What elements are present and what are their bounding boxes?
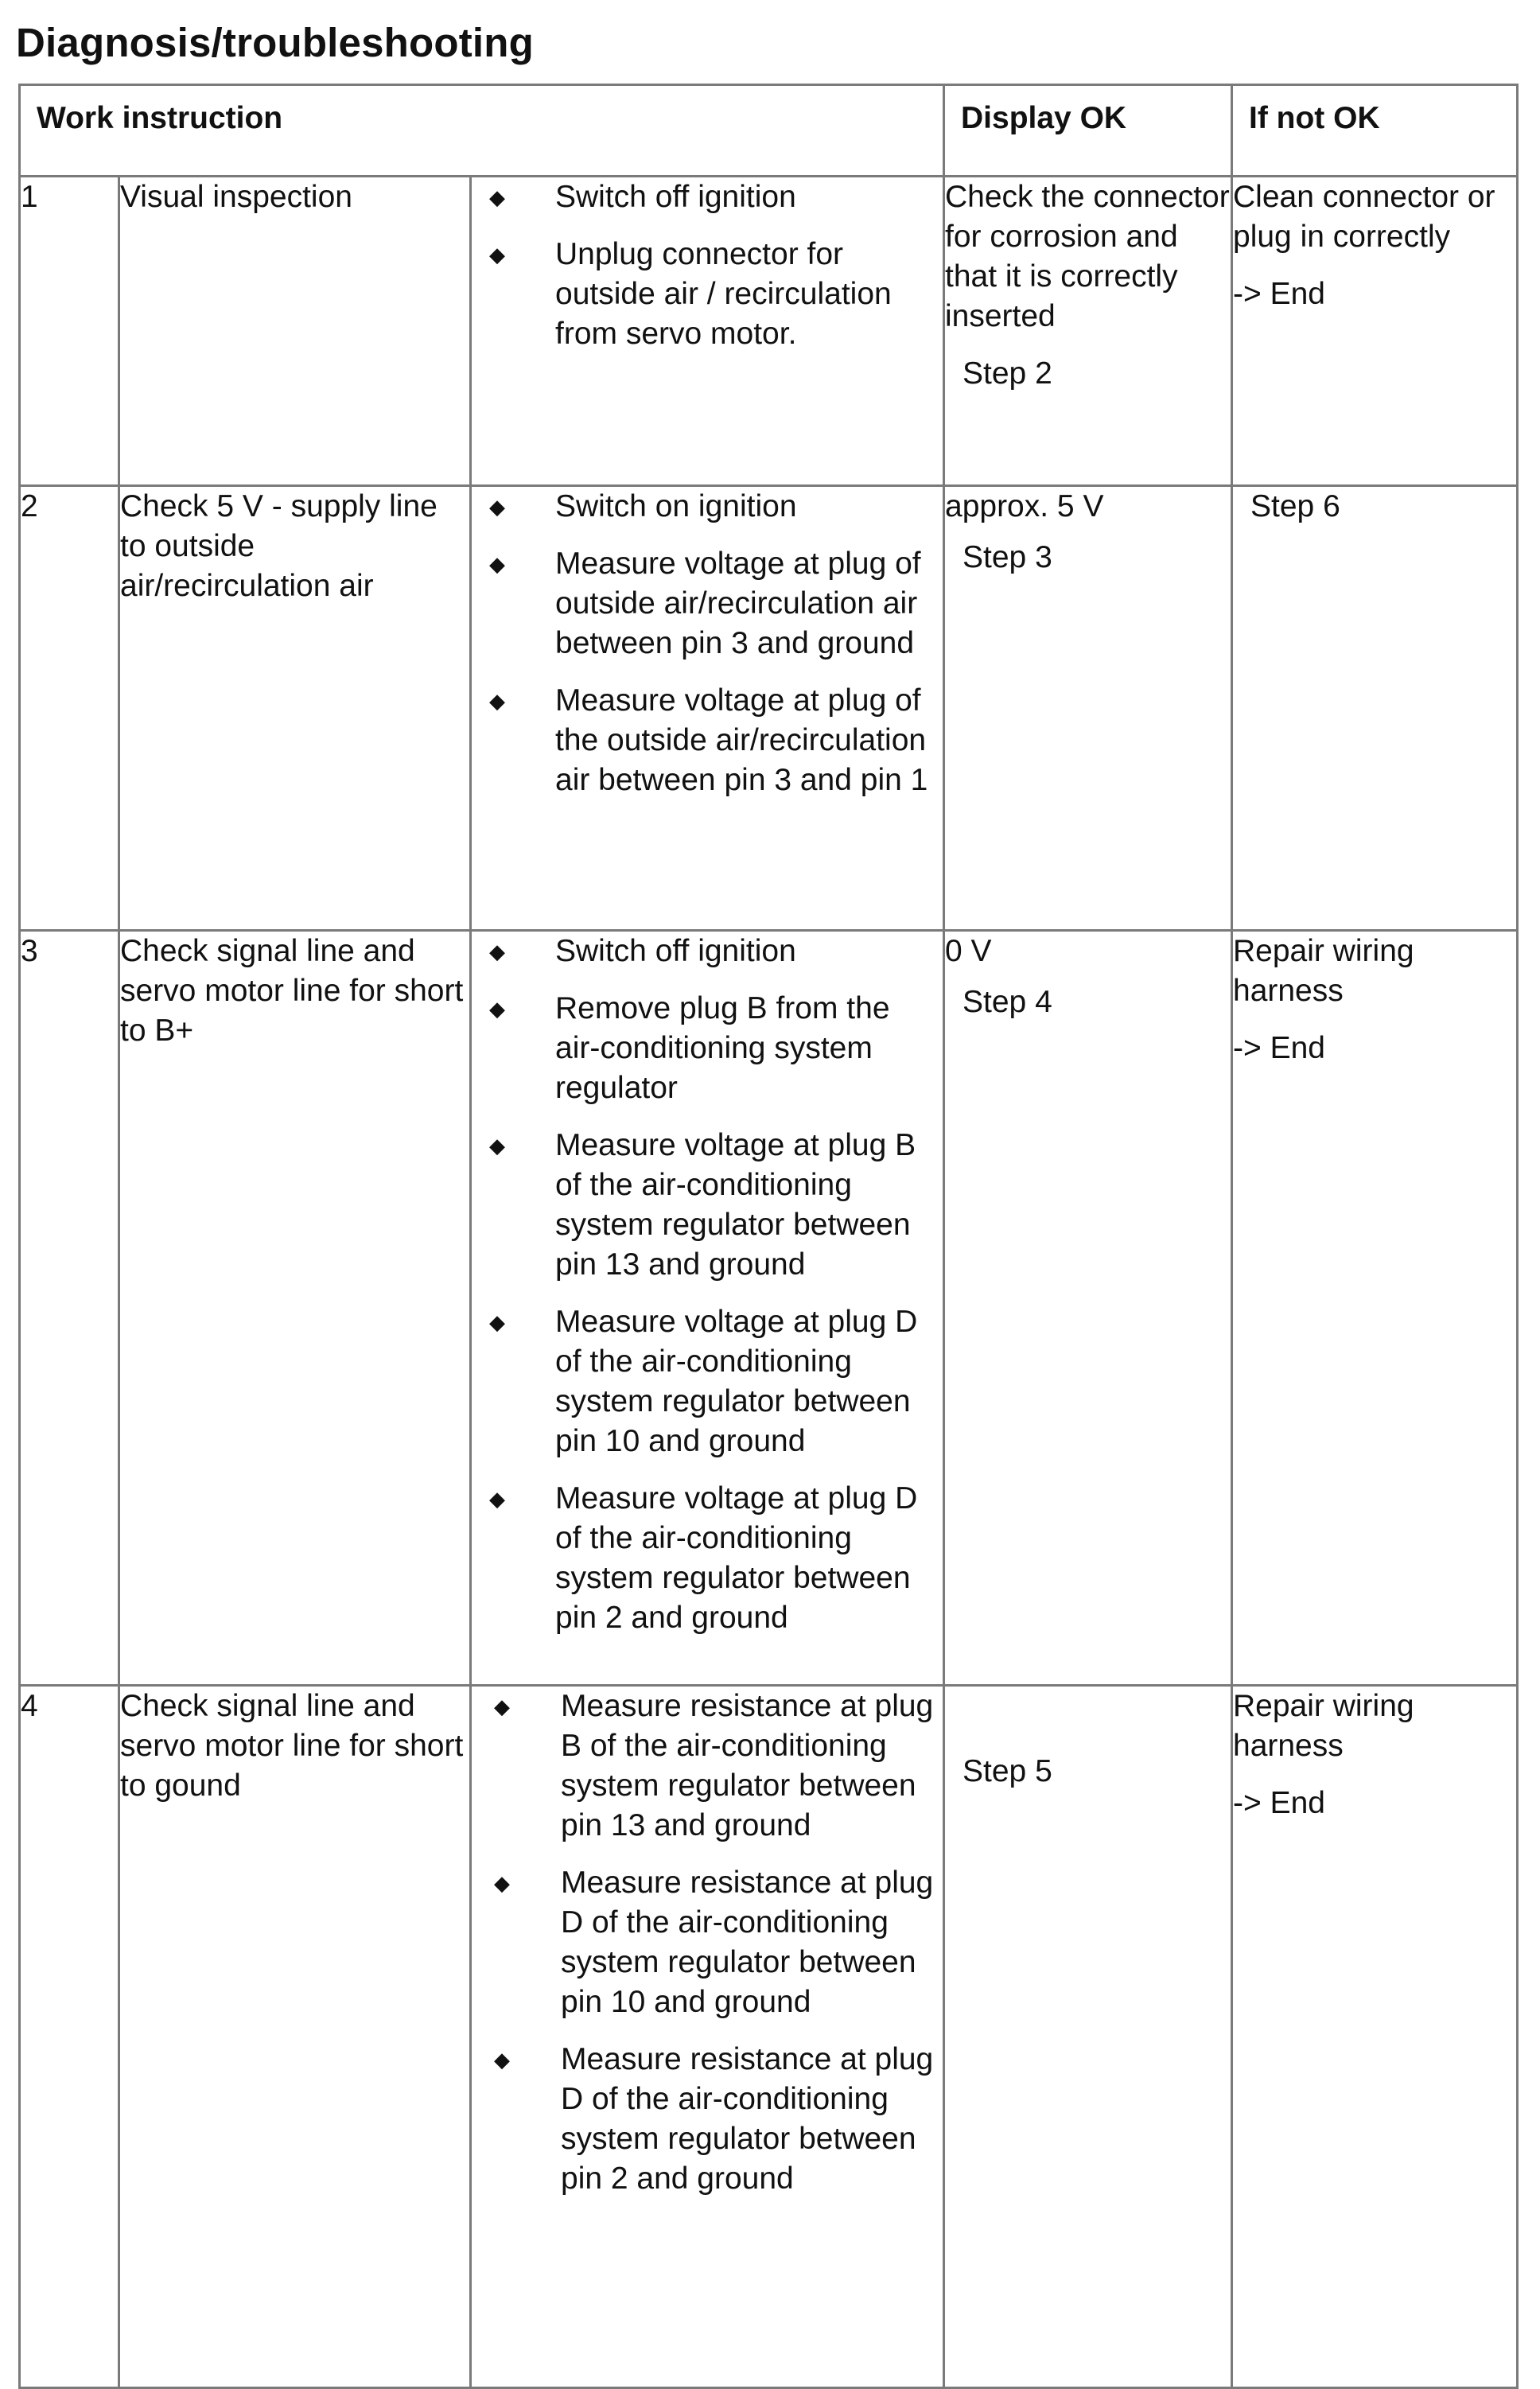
list-item: ◆ Measure voltage at plug of the outside air/recirculation air between pin 3 and pin 1 [472, 681, 943, 800]
if-not-ok-cell: Repair wiring harness -> End [1232, 1686, 1518, 2388]
table-row [20, 1686, 1518, 2388]
step-number: 2 [20, 486, 119, 931]
diamond-bullet-icon: ◆ [489, 495, 505, 519]
display-ok-cell: 0 V Step 4 [944, 931, 1232, 1686]
page-title: Diagnosis/troubleshooting [16, 20, 534, 65]
table-header-row [20, 85, 1518, 177]
header-work-instruction: Work instruction [20, 85, 944, 177]
step-title: Check signal line and servo motor line for short to gound [119, 1686, 471, 2388]
display-ok-cell: approx. 5 V Step 3 [944, 486, 1232, 931]
step-actions [471, 1686, 944, 2388]
list-item: ◆ Measure resistance at plug B of the air-conditioning system regulator between pin 13 and ground [472, 1687, 943, 1846]
step-actions [471, 931, 944, 1686]
diamond-bullet-icon: ◆ [489, 940, 505, 963]
next-step-link: Step 4 [962, 985, 1052, 1019]
list-item: ◆ Measure voltage at plug B of the air-conditioning system regulator between pin 13 and ground [472, 1126, 943, 1285]
diamond-bullet-icon: ◆ [494, 2048, 510, 2072]
diamond-bullet-icon: ◆ [494, 1871, 510, 1895]
step-number: 1 [20, 177, 119, 486]
list-item: ◆ Switch on ignition [472, 487, 943, 527]
diagnosis-table [18, 84, 1519, 2389]
list-item: ◆ Switch off ignition [472, 932, 943, 971]
table-row [20, 931, 1518, 1686]
list-item: ◆ Switch off ignition [472, 177, 943, 217]
table-row [20, 177, 1518, 486]
list-item: ◆ Measure voltage at plug D of the air-conditioning system regulator between pin 2 and ground [472, 1479, 943, 1638]
table-row [20, 486, 1518, 931]
diamond-bullet-icon: ◆ [489, 1134, 505, 1158]
next-step-link: Step 6 [1250, 489, 1340, 523]
next-step-link: Step 2 [962, 356, 1052, 391]
if-not-ok-cell: Clean connector or plug in correctly -> End [1232, 177, 1518, 486]
list-item: ◆ Unplug connector for outside air / recirculation from servo motor. [472, 235, 943, 354]
if-not-ok-cell: Repair wiring harness -> End [1232, 931, 1518, 1686]
list-item: ◆ Remove plug B from the air-conditioning system regulator [472, 989, 943, 1108]
step-actions [471, 177, 944, 486]
step-title: Visual inspection [119, 177, 471, 486]
diamond-bullet-icon: ◆ [489, 1310, 505, 1334]
step-actions [471, 486, 944, 931]
list-item: ◆ Measure voltage at plug D of the air-conditioning system regulator between pin 10 and ground [472, 1302, 943, 1461]
if-not-ok-cell [1232, 486, 1518, 931]
diamond-bullet-icon: ◆ [489, 1487, 505, 1511]
header-if-not-ok: If not OK [1232, 85, 1518, 177]
diamond-bullet-icon: ◆ [489, 243, 505, 267]
diamond-bullet-icon: ◆ [489, 689, 505, 713]
diamond-bullet-icon: ◆ [489, 185, 505, 209]
diamond-bullet-icon: ◆ [494, 1694, 510, 1718]
display-ok-cell: Check the connector for corrosion and that it is correctly inserted Step 2 [944, 177, 1232, 486]
list-item: ◆ Measure resistance at plug D of the air-conditioning system regulator between pin 10 and ground [472, 1863, 943, 2022]
display-ok-cell [944, 1686, 1232, 2388]
step-title: Check signal line and servo motor line for short to B+ [119, 931, 471, 1686]
step-title: Check 5 V - supply line to outside air/recirculation air [119, 486, 471, 931]
header-display-ok: Display OK [944, 85, 1232, 177]
diamond-bullet-icon: ◆ [489, 552, 505, 576]
list-item: ◆ Measure voltage at plug of outside air/recirculation air between pin 3 and ground [472, 544, 943, 663]
diamond-bullet-icon: ◆ [489, 997, 505, 1021]
step-number: 3 [20, 931, 119, 1686]
next-step-link: Step 3 [962, 540, 1052, 574]
step-number: 4 [20, 1686, 119, 2388]
list-item: ◆ Measure resistance at plug D of the air-conditioning system regulator between pin 2 and ground [472, 2040, 943, 2199]
next-step-link: Step 5 [962, 1754, 1052, 1788]
